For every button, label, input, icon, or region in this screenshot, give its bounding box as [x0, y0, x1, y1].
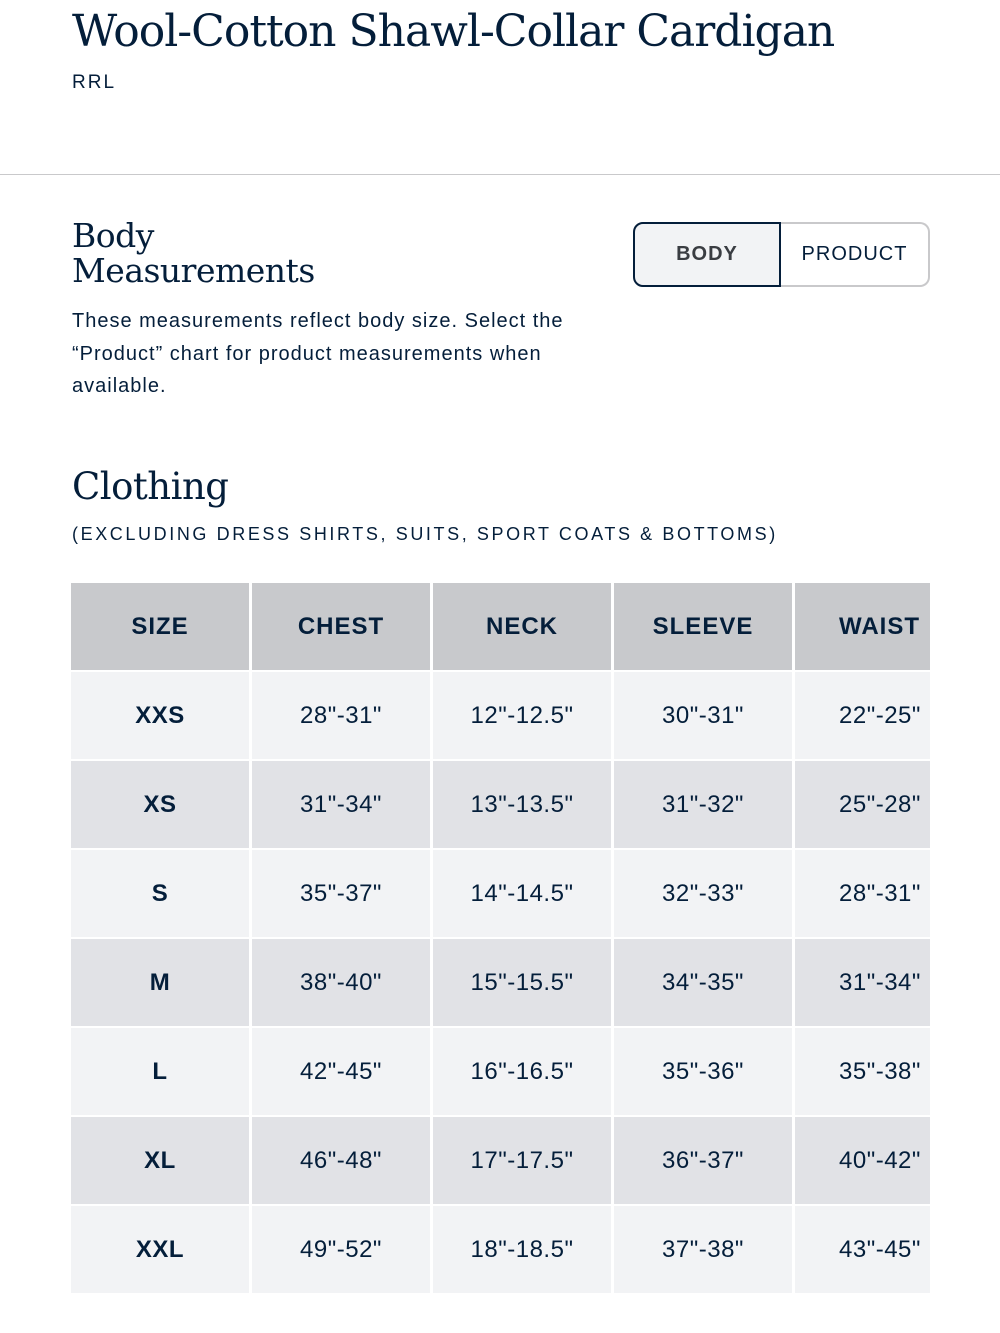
sleeve-cell: 34"-35" [614, 939, 795, 1028]
sleeve-cell: 36"-37" [614, 1117, 795, 1206]
chest-cell: 42"-45" [252, 1028, 433, 1117]
size-cell: XXS [71, 672, 252, 761]
sleeve-cell: 30"-31" [614, 672, 795, 761]
size-cell: XL [71, 1117, 252, 1206]
neck-cell: 15"-15.5" [433, 939, 614, 1028]
header-neck: NECK [433, 583, 614, 672]
waist-cell: 40"-42" [795, 1117, 930, 1206]
header-chest: CHEST [252, 583, 433, 672]
neck-cell: 18"-18.5" [433, 1206, 614, 1295]
sleeve-cell: 31"-32" [614, 761, 795, 850]
waist-cell: 43"-45" [795, 1206, 930, 1295]
table-header-row [71, 583, 930, 672]
waist-cell: 25"-28" [795, 761, 930, 850]
neck-cell: 13"-13.5" [433, 761, 614, 850]
header-waist: WAIST [795, 583, 930, 672]
product-toggle-button[interactable]: PRODUCT [781, 222, 930, 287]
header-divider [0, 174, 1000, 175]
table-row [71, 761, 930, 850]
clothing-subtitle: (EXCLUDING DRESS SHIRTS, SUITS, SPORT COATS & BOTTOMS) [72, 524, 778, 544]
header-sleeve: SLEEVE [614, 583, 795, 672]
size-cell: S [71, 850, 252, 939]
waist-cell: 22"-25" [795, 672, 930, 761]
size-cell: L [71, 1028, 252, 1117]
sleeve-cell: 35"-36" [614, 1028, 795, 1117]
neck-cell: 12"-12.5" [433, 672, 614, 761]
chest-cell: 31"-34" [252, 761, 433, 850]
waist-cell: 35"-38" [795, 1028, 930, 1117]
size-chart-table [71, 583, 930, 1295]
body-measurements-title: Body Measurements [72, 216, 315, 290]
table-row [71, 1028, 930, 1117]
neck-cell: 17"-17.5" [433, 1117, 614, 1206]
neck-cell: 16"-16.5" [433, 1028, 614, 1117]
body-toggle-button[interactable]: BODY [633, 222, 781, 287]
size-cell: M [71, 939, 252, 1028]
waist-cell: 31"-34" [795, 939, 930, 1028]
size-cell: XS [71, 761, 252, 850]
product-title: Wool-Cotton Shawl-Collar Cardigan [72, 6, 835, 57]
chest-cell: 35"-37" [252, 850, 433, 939]
table-row [71, 1206, 930, 1295]
table-row [71, 672, 930, 761]
chest-cell: 38"-40" [252, 939, 433, 1028]
clothing-title: Clothing [72, 465, 229, 508]
neck-cell: 14"-14.5" [433, 850, 614, 939]
size-table-scroll-container[interactable] [71, 583, 930, 1307]
measurement-type-toggle [633, 222, 930, 287]
table-row [71, 1117, 930, 1206]
measurements-description: These measurements reflect body size. Select the “Product” chart for product measurements when available. [72, 310, 564, 397]
table-row [71, 850, 930, 939]
chest-cell: 28"-31" [252, 672, 433, 761]
waist-cell: 28"-31" [795, 850, 930, 939]
sleeve-cell: 37"-38" [614, 1206, 795, 1295]
chest-cell: 46"-48" [252, 1117, 433, 1206]
sleeve-cell: 32"-33" [614, 850, 795, 939]
chest-cell: 49"-52" [252, 1206, 433, 1295]
table-row [71, 939, 930, 1028]
brand-name: RRL [72, 72, 117, 93]
header-size: SIZE [71, 583, 252, 672]
size-cell: XXL [71, 1206, 252, 1295]
